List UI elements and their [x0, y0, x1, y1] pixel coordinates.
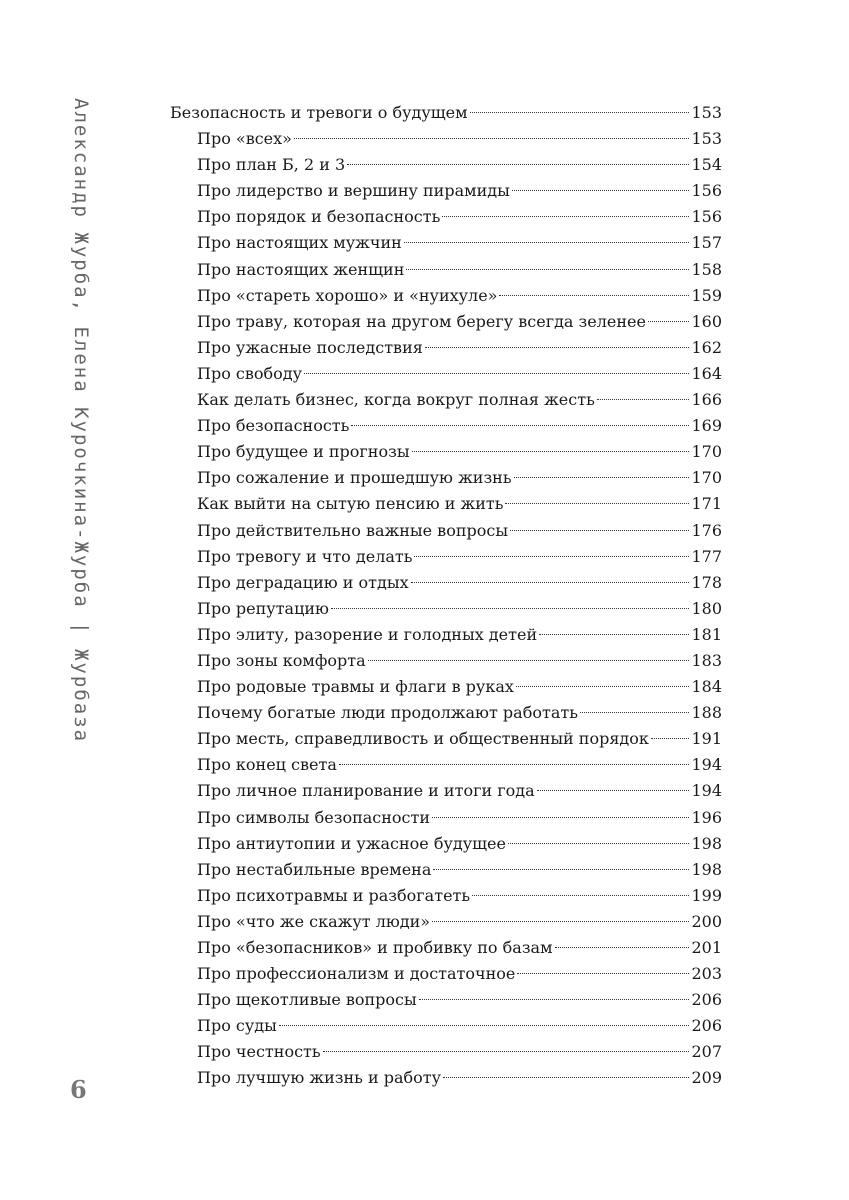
- toc-entry: [170, 361, 722, 387]
- toc-entry-title: Про личное планирование и итоги года: [197, 781, 535, 801]
- toc-entry-title: Про «всех»: [197, 129, 292, 149]
- toc-entry-title: Про конец света: [197, 755, 337, 775]
- toc-entry-title: Безопасность и тревоги о будущем: [170, 103, 468, 122]
- toc-entry-title: Про нестабильные времена: [197, 859, 432, 879]
- toc-entry: [170, 726, 722, 752]
- toc-entry: [170, 544, 722, 570]
- toc-dot-leader: [406, 269, 689, 270]
- toc-entry-title: Про лучшую жизнь и работу: [197, 1068, 442, 1088]
- toc-entry: [170, 935, 722, 961]
- toc-entry-title: Про профессионализм и достаточное: [197, 964, 516, 984]
- toc-entry-page: 191: [691, 729, 722, 749]
- toc-entry-page: 207: [691, 1042, 722, 1062]
- toc-dot-leader: [510, 530, 689, 531]
- toc-entry-page: 184: [691, 677, 722, 697]
- toc-dot-leader: [404, 242, 690, 243]
- toc-entry: [170, 961, 722, 987]
- toc-entry-page: 199: [691, 885, 722, 905]
- toc-entry-page: 209: [691, 1068, 722, 1088]
- toc-entry-title: Про план Б, 2 и 3: [197, 155, 346, 175]
- toc-entry-title: Про честность: [197, 1042, 321, 1062]
- toc-dot-leader: [472, 895, 689, 896]
- toc-entry-page: 180: [691, 598, 722, 618]
- toc-entry-page: 154: [691, 155, 722, 175]
- toc-entry-page: 183: [691, 650, 722, 670]
- toc-dot-leader: [537, 790, 690, 791]
- toc-entry: [170, 831, 722, 857]
- toc-dot-leader: [368, 660, 690, 661]
- toc-entry-title: Про безопасность: [197, 416, 350, 436]
- toc-entry: [170, 596, 722, 622]
- toc-entry-page: 181: [691, 624, 722, 644]
- toc-section-heading: [170, 100, 722, 126]
- toc-dot-leader: [347, 164, 689, 165]
- toc-entry-title: Про «что же скажут люди»: [197, 911, 431, 931]
- toc-entry-page: 198: [691, 833, 722, 853]
- toc-entry-title: Про тревогу и что делать: [197, 546, 413, 566]
- running-head-vertical: Александр Журба, Елена Курочкина-Журба | Журбаза: [70, 98, 92, 744]
- toc-dot-leader: [331, 608, 689, 609]
- toc-entry-page: 166: [691, 390, 722, 410]
- toc-dot-leader: [433, 869, 689, 870]
- toc-entry-page: 159: [691, 285, 722, 305]
- toc-entry-title: Про «стареть хорошо» и «нуихуле»: [197, 285, 498, 305]
- toc-entry-page: 176: [691, 520, 722, 540]
- toc-entry-page: 188: [691, 703, 722, 723]
- toc-entry-title: Как выйти на сытую пенсию и жить: [197, 494, 504, 514]
- toc-dot-leader: [555, 947, 690, 948]
- toc-entry: [170, 752, 722, 778]
- toc-entry: [170, 230, 722, 256]
- toc-entry-page: 200: [691, 911, 722, 931]
- toc-entry-page: 156: [691, 207, 722, 227]
- toc-entry: [170, 335, 722, 361]
- toc-dot-leader: [414, 556, 689, 557]
- toc-dot-leader: [514, 477, 690, 478]
- toc-dot-leader: [651, 738, 690, 739]
- toc-entry: [170, 987, 722, 1013]
- toc-entry-title: Про антиутопии и ужасное будущее: [197, 833, 506, 853]
- toc-entry-title: Про лидерство и вершину пирамиды: [197, 181, 510, 201]
- toc-entry: [170, 152, 722, 178]
- toc-entry-page: 162: [691, 337, 722, 357]
- toc-entry: [170, 778, 722, 804]
- page-number: 6: [70, 1075, 87, 1104]
- toc-entry-page: 153: [691, 129, 722, 149]
- toc-dot-leader: [304, 373, 689, 374]
- toc-entry: [170, 465, 722, 491]
- toc-dot-leader: [597, 399, 690, 400]
- toc-entry-title: Про деградацию и отдых: [197, 572, 409, 592]
- toc-entry-title: Про зоны комфорта: [197, 650, 366, 670]
- toc-entry: [170, 857, 722, 883]
- toc-dot-leader: [294, 138, 690, 139]
- toc-entry-title: Про настоящих женщин: [197, 259, 405, 279]
- toc-entry: [170, 178, 722, 204]
- toc-entry-page: 206: [691, 990, 722, 1010]
- toc-entry-page: 203: [691, 964, 722, 984]
- toc-entry-title: Про ужасные последствия: [197, 337, 423, 357]
- toc-entry-title: Про щекотливые вопросы: [197, 990, 417, 1010]
- toc-entry: [170, 204, 722, 230]
- toc-entry-page: 201: [691, 938, 722, 957]
- toc-entry: [170, 1013, 722, 1039]
- toc-entry-page: 170: [691, 442, 722, 462]
- toc-dot-leader: [516, 686, 690, 687]
- toc-entry: [170, 126, 722, 152]
- toc-dot-leader: [425, 347, 690, 348]
- toc-entry-page: 160: [691, 311, 722, 331]
- toc-entry-title: Про действительно важные вопросы: [197, 520, 509, 540]
- toc-entry: [170, 309, 722, 335]
- toc-dot-leader: [339, 764, 690, 765]
- toc-dot-leader: [648, 321, 689, 322]
- toc-dot-leader: [412, 451, 690, 452]
- toc-entry-title: Про настоящих мужчин: [197, 233, 402, 253]
- toc-entry: [170, 570, 722, 596]
- toc-dot-leader: [432, 921, 689, 922]
- toc-entry: [170, 1065, 722, 1091]
- toc-entry-title: Почему богатые люди продолжают работать: [197, 703, 578, 723]
- toc-dot-leader: [517, 973, 689, 974]
- toc-entry: [170, 491, 722, 517]
- toc-dot-leader: [442, 216, 689, 217]
- toc-dot-leader: [351, 425, 689, 426]
- toc-entry-title: Про символы безопасности: [197, 807, 431, 827]
- toc-entry-page: 157: [691, 233, 722, 253]
- toc-entry-title: Про траву, которая на другом берегу всегда зеленее: [197, 311, 646, 331]
- toc-entry: [170, 518, 722, 544]
- toc-dot-leader: [539, 634, 689, 635]
- toc-entry-page: 158: [691, 259, 722, 279]
- toc-entry: [170, 700, 722, 726]
- toc-dot-leader: [508, 843, 689, 844]
- toc-entry-page: 177: [691, 546, 722, 566]
- toc-entry-title: Про месть, справедливость и общественный порядок: [197, 729, 649, 749]
- toc-entry: [170, 909, 722, 935]
- toc-entry: [170, 648, 722, 674]
- toc-entry-title: Про сожаление и прошедшую жизнь: [197, 468, 512, 488]
- toc-entry: [170, 257, 722, 283]
- toc-dot-leader: [432, 817, 689, 818]
- toc-dot-leader: [279, 1025, 690, 1026]
- toc-dot-leader: [443, 1077, 689, 1078]
- toc-entry: [170, 283, 722, 309]
- toc-entry: [170, 883, 722, 909]
- toc-dot-leader: [419, 999, 690, 1000]
- toc-entry-title: Про репутацию: [197, 598, 329, 618]
- toc-entry-page: 196: [691, 807, 722, 827]
- toc-entry: [170, 387, 722, 413]
- toc-entry-title: Про будущее и прогнозы: [197, 442, 410, 462]
- toc-entry-title: Про свободу: [197, 363, 303, 383]
- toc-entry: [170, 622, 722, 648]
- toc-entry-page: 170: [691, 468, 722, 488]
- toc-dot-leader: [580, 712, 690, 713]
- toc-entry-page: 153: [691, 103, 722, 122]
- toc-dot-leader: [505, 503, 689, 504]
- toc-entry-title: Про суды: [197, 1016, 277, 1036]
- toc-entry: [170, 1039, 722, 1065]
- toc-dot-leader: [411, 582, 690, 583]
- toc-entry-page: 164: [691, 363, 722, 383]
- toc-entry-title: Про порядок и безопасность: [197, 207, 441, 227]
- toc-dot-leader: [512, 190, 690, 191]
- toc-entry-page: 156: [691, 181, 722, 201]
- toc-entry-title: Про элиту, разорение и голодных детей: [197, 624, 538, 644]
- toc-entry-page: 171: [691, 494, 722, 514]
- toc-entry: [170, 805, 722, 831]
- toc-entry-page: 206: [691, 1016, 722, 1036]
- toc-entry-title: Про родовые травмы и флаги в руках: [197, 677, 514, 697]
- toc-dot-leader: [323, 1051, 690, 1052]
- toc-entry-page: 194: [691, 755, 722, 775]
- toc-entry-page: 169: [691, 416, 722, 436]
- toc-entry-title: Про «безопасников» и пробивку по базам: [197, 938, 553, 957]
- toc-entry: [170, 674, 722, 700]
- toc-dot-leader: [499, 295, 689, 296]
- table-of-contents: [170, 100, 722, 1092]
- toc-entry-page: 178: [691, 572, 722, 592]
- toc-entry-title: Про психотравмы и разбогатеть: [197, 885, 471, 905]
- toc-dot-leader: [470, 112, 690, 113]
- toc-entry-page: 194: [691, 781, 722, 801]
- toc-entry: [170, 439, 722, 465]
- toc-entry-page: 198: [691, 859, 722, 879]
- toc-entry: [170, 413, 722, 439]
- toc-entry-title: Как делать бизнес, когда вокруг полная жесть: [197, 390, 595, 410]
